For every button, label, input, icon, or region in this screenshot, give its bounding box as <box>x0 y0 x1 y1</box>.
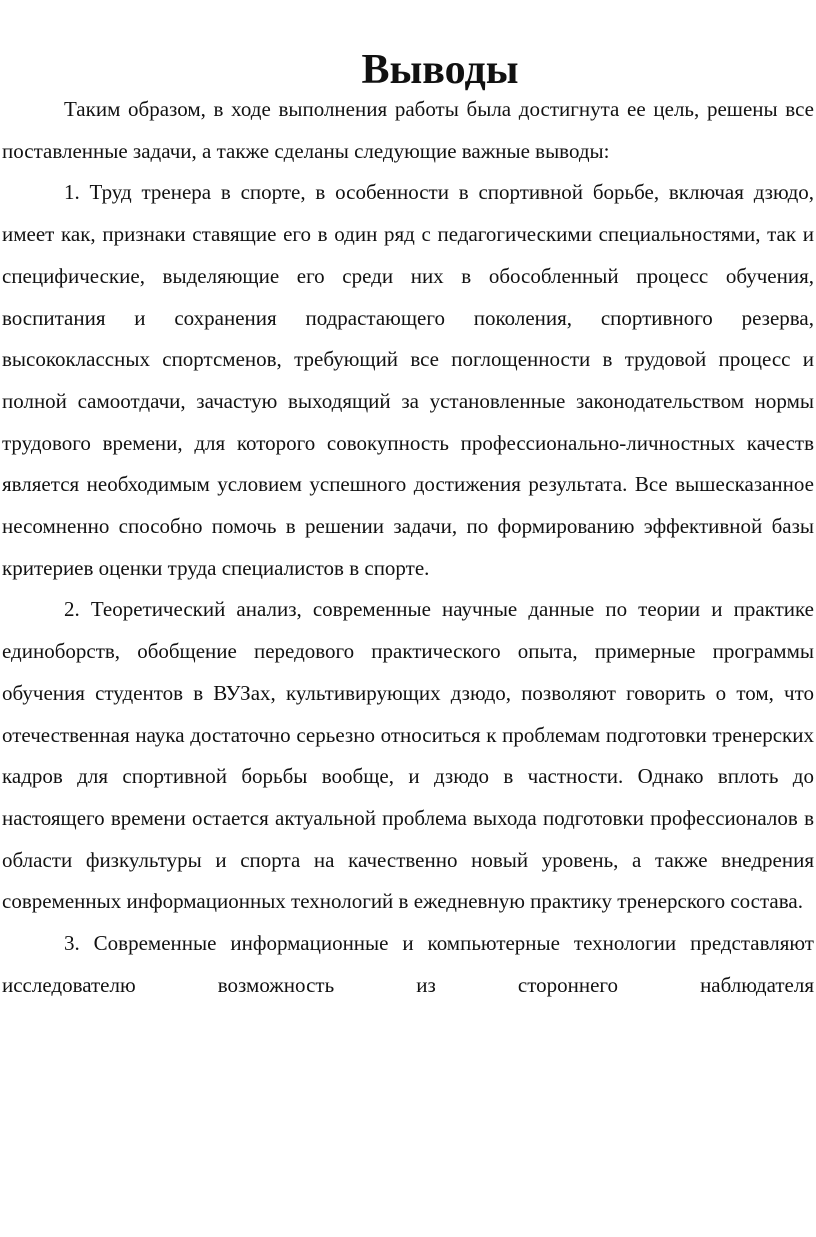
paragraph-conclusion-1: 1. Труд тренера в спорте, в особенности в спортивной борьбе, включая дзюдо, имеет как, признаки ставящие его в один ряд с педагогическими специальностями, так и специфические, выделяющие его среди них в обособленный процесс обучения, воспитания и сохранения подрастающего поколения, спортивного резерва, высококлассных спортсменов, требующий все поглощенности в трудовой процесс и полной самоотдачи, зачастую выходящий за установленные законодательством нормы трудового времени, для которого совокупность профессионально-личностных качеств является необходимым условием успешного достижения результата. Все вышесказанное несомненно способно помочь в решении задачи, по формированию эффективной базы критериев оценки труда специалистов в спорте. <box>2 180 814 580</box>
paragraph-conclusion-3: 3. Современные информационные и компьютерные технологии представляют исследователю возможность из стороннего наблюдателя <box>2 931 814 997</box>
paragraph-intro: Таким образом, в ходе выполнения работы была достигнута ее цель, решены все поставленные задачи, а также сделаны следующие важные выводы: <box>2 97 814 163</box>
paragraph-conclusion-2: 2. Теоретический анализ, современные научные данные по теории и практике единоборств, обобщение передового практического опыта, примерные программы обучения студентов в ВУЗах, культивирующих дзюдо, позволяют говорить о том, что отечественная наука достаточно серьезно относиться к проблемам подготовки тренерских кадров для спортивной борьбы вообще, и дзюдо в частности. Однако вплоть до настоящего времени остается актуальной проблема выхода подготовки профессионалов в области физкультуры и спорта на качественно новый уровень, а также внедрения современных информационных технологий в ежедневную практику тренерского состава. <box>2 597 814 914</box>
page-title: Выводы <box>361 47 519 93</box>
